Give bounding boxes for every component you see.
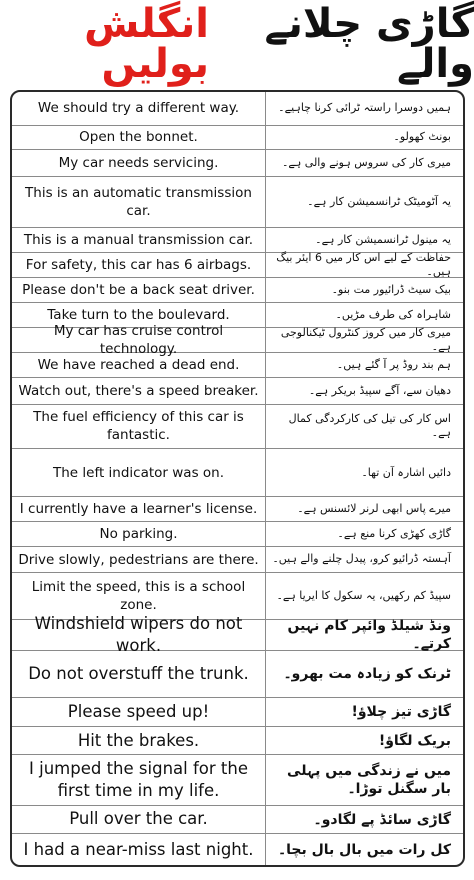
table-row [12, 834, 463, 865]
table-row [12, 378, 463, 405]
table-row [12, 405, 463, 449]
english-phrase: Do not overstuff the trunk. [12, 651, 266, 697]
urdu-translation: گاڑی تیز چلاؤ! [351, 703, 451, 720]
urdu-translation: میری کار کی سروس ہونے والی ہے۔ [281, 155, 451, 169]
table-row [12, 323, 463, 358]
title-main: گاڑی چلانے والے [264, 1, 474, 87]
english-phrase: We have reached a dead end. [12, 353, 266, 377]
english-phrase: This is an automatic transmission car. [12, 177, 266, 227]
urdu-translation: حفاظت کے لیے اس کار میں 6 ایئر بیگ ہیں۔ [276, 250, 451, 278]
urdu-translation: گاڑی کھڑی کرنا منع ہے۔ [337, 526, 451, 540]
english-phrase: Pull over the car. [12, 806, 266, 834]
title-highlight: انگلش بولیں [84, 1, 209, 87]
table-row [12, 92, 463, 126]
urdu-translation: بریک لگاؤ! [378, 732, 451, 749]
english-phrase: The left indicator was on. [12, 449, 266, 496]
phrase-table [10, 90, 465, 867]
urdu-translation: یہ مینول ٹرانسمیشن کار ہے۔ [315, 232, 451, 246]
urdu-translation: ٹرنک کو زیادہ مت بھرو۔ [283, 665, 451, 682]
english-phrase: No parking. [12, 522, 266, 546]
english-phrase: Please speed up! [12, 698, 266, 726]
english-phrase: Hit the brakes. [12, 727, 266, 755]
english-phrase: The fuel efficiency of this car is fantastic. [12, 405, 266, 448]
english-phrase: Watch out, there's a speed breaker. [12, 378, 266, 404]
table-row [12, 126, 463, 151]
page-title [0, 0, 474, 88]
english-phrase: Take turn to the boulevard. [12, 303, 266, 328]
urdu-translation: گاڑی سائڈ پے لگادو۔ [313, 811, 451, 828]
urdu-translation: یہ آٹومیٹک ٹرانسمیشن کار ہے۔ [307, 194, 451, 208]
english-phrase: This is a manual transmission car. [12, 228, 266, 252]
table-row [12, 250, 463, 278]
table-row [12, 177, 463, 228]
table-row [12, 613, 463, 655]
table-row [12, 727, 463, 756]
english-phrase: Drive slowly, pedestrians are there. [12, 547, 266, 573]
english-phrase: I had a near-miss last night. [12, 834, 266, 865]
english-phrase: Windshield wipers do not work. [12, 620, 266, 650]
table-row [12, 228, 463, 253]
english-phrase: Please don't be a back seat driver. [12, 278, 266, 302]
table-row [12, 449, 463, 497]
urdu-translation: آہستہ ڈرائیو کرو، پیدل چلنے والے ہیں۔ [272, 552, 451, 566]
urdu-translation: ونڈ شیلڈ وائپر کام نہیں کرتے۔ [287, 617, 451, 652]
urdu-translation: شاہراہ کی طرف مڑیں۔ [335, 307, 451, 321]
table-row [12, 806, 463, 835]
table-row [12, 278, 463, 303]
urdu-translation: میں نے زندگی میں پہلی بار سگنل توڑا۔ [287, 762, 451, 798]
urdu-translation: ہمیں دوسرا راستہ ٹرائی کرنا چاہیے۔ [278, 101, 451, 115]
table-row [12, 698, 463, 727]
urdu-translation: میری کار میں کروز کنٹرول ٹیکنالوجی ہے۔ [280, 325, 451, 354]
english-phrase: My car needs servicing. [12, 150, 266, 176]
table-row [12, 150, 463, 177]
urdu-translation: سپیڈ کم رکھیں، یہ سکول کا ایریا ہے۔ [276, 588, 451, 602]
table-row [12, 522, 463, 547]
table-row [12, 651, 463, 698]
english-phrase: I currently have a learner's license. [12, 497, 266, 521]
urdu-translation: دائیں اشارہ آن تھا۔ [361, 465, 451, 479]
english-phrase: I jumped the signal for the first time in my life. [12, 755, 266, 804]
english-phrase: Open the bonnet. [12, 126, 266, 150]
urdu-translation: بونٹ کھولو۔ [393, 130, 451, 144]
urdu-translation: کل رات میں بال بال بچا۔ [277, 841, 451, 858]
urdu-translation: اس کار کی تیل کی کارکردگی کمال ہے۔ [288, 412, 451, 440]
urdu-translation: میرے پاس ابھی لرنر لائسنس ہے۔ [297, 502, 451, 516]
urdu-translation: ہم بند روڈ پر آ گئے ہیں۔ [336, 357, 451, 371]
english-phrase: For safety, this car has 6 airbags. [12, 253, 266, 277]
table-row [12, 755, 463, 805]
table-row [12, 353, 463, 378]
urdu-translation: دھیان سے، آگے سپیڈ بریکر ہے۔ [308, 383, 451, 397]
english-phrase: My car has cruise control technology. [12, 328, 266, 352]
english-phrase: We should try a different way. [12, 92, 266, 125]
table-row [12, 497, 463, 522]
table-row [12, 547, 463, 574]
urdu-translation: بیک سیٹ ڈرائیور مت بنو۔ [331, 282, 451, 296]
english-phrase: Limit the speed, this is a school zone. [12, 573, 266, 618]
